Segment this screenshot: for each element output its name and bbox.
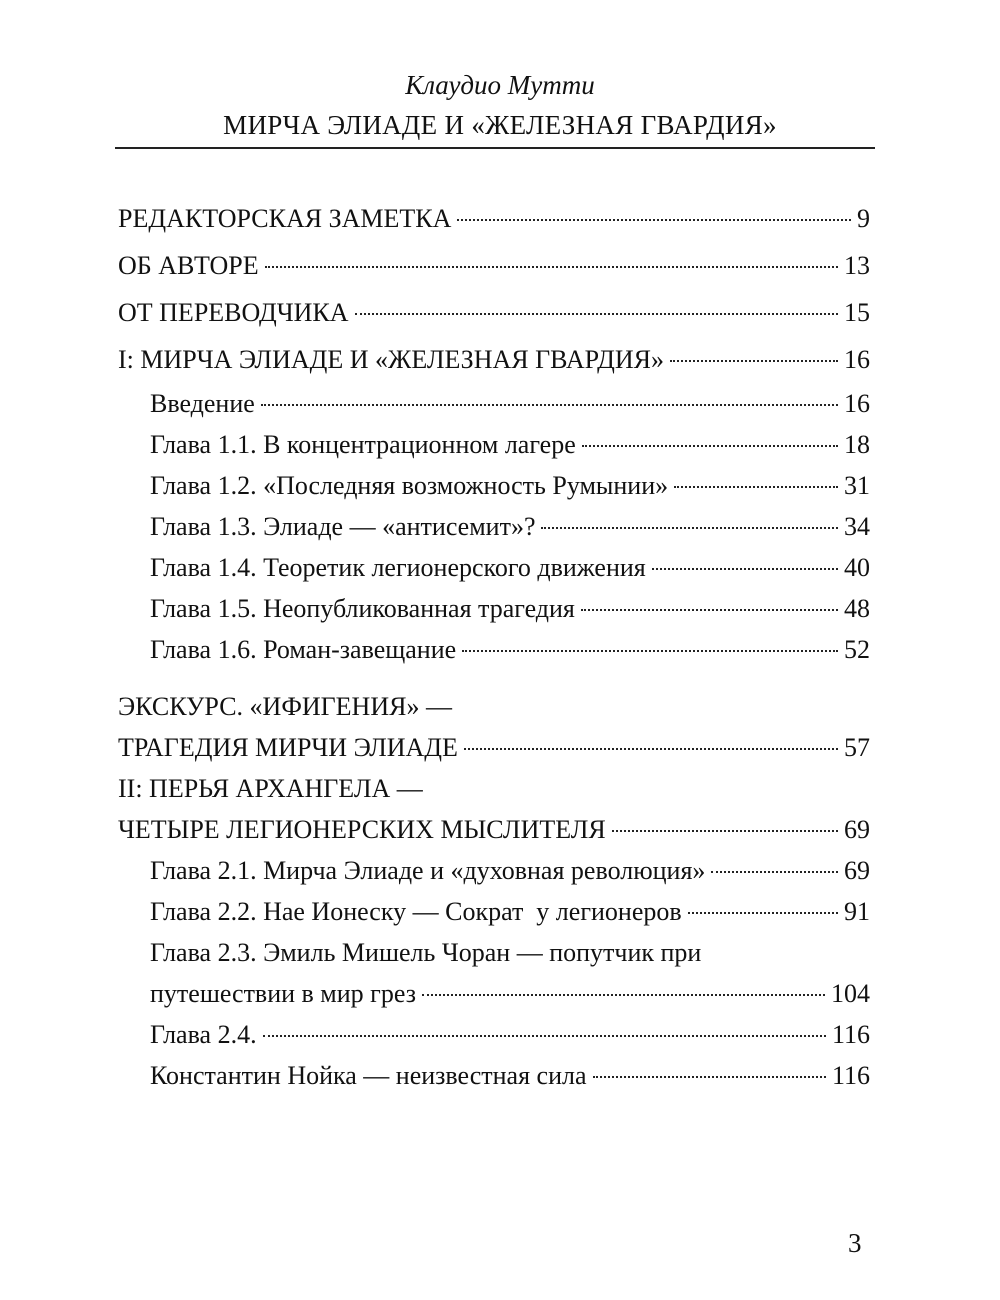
toc-entry-page: 69 [844,815,870,844]
toc-entry-chapter-1-3 [118,506,870,547]
toc-entry-page: 116 [831,1020,870,1049]
toc-entry-chapter-2-4 [118,1014,870,1055]
toc-entry-title: Глава 1.4. Теоретик легионерского движения [150,553,646,582]
toc-entry-chapter-1-4 [118,547,870,588]
dot-leader [457,219,851,221]
toc-entry-title: Глава 1.1. В концентрационном лагере [150,430,576,459]
dot-leader [263,1035,826,1037]
dot-leader [265,266,838,268]
toc-entry-title: Глава 1.5. Неопубликованная трагедия [150,594,575,623]
toc-entry-excursus-line2 [118,727,870,768]
toc-entry-title: Глава 2.2. Нае Ионеску — Сократ у легионеров [150,897,682,926]
toc-entry-chapter-2-3-line1 [118,932,870,973]
toc-entry-page: 16 [844,345,870,374]
toc-entry-title: II: ПЕРЬЯ АРХАНГЕЛА — [118,774,423,803]
toc-entry-title: Константин Нойка — неизвестная сила [150,1061,587,1090]
toc-entry-page: 40 [844,553,870,582]
toc-entry-page: 91 [844,897,870,926]
toc-entry-page: 9 [857,204,870,233]
toc-entry-chapter-2-3-line2 [118,973,870,1014]
dot-leader [582,445,838,447]
dot-leader [355,313,838,315]
toc-entry-title: Глава 1.3. Элиаде — «антисемит»? [150,512,536,541]
toc-entry-chapter-1-6 [118,629,870,670]
toc-entry-page: 34 [844,512,870,541]
toc-entry-about-author [118,242,870,289]
toc-entry-page: 18 [844,430,870,459]
toc-entry-title: Глава 1.2. «Последняя возможность Румынии» [150,471,669,500]
dot-leader [652,568,838,570]
dot-leader [674,486,838,488]
toc-entry-page: 48 [844,594,870,623]
toc-entry-editorial-note [118,195,870,242]
toc-entry-title: путешествии в мир грез [150,979,416,1008]
toc-entry-chapter-2-1 [118,850,870,891]
toc-entry-part2-line1 [118,768,870,809]
toc-entry-part1 [118,336,870,383]
page-number: 3 [848,1228,862,1258]
toc-entry-chapter-1-5 [118,588,870,629]
toc-entry-title: Глава 2.1. Мирча Элиаде и «духовная революция» [150,856,706,885]
dot-leader [688,912,838,914]
toc-entry-page: 13 [844,251,870,280]
toc-entry-part2-line2 [118,809,870,850]
toc-entry-chapter-1-1 [118,424,870,465]
toc-entry-chapter-2-4-title [118,1055,870,1096]
toc-entry-page: 57 [844,733,870,762]
dot-leader [711,871,838,873]
toc-entry-translator [118,289,870,336]
toc-entry-title: ЭКСКУРС. «ИФИГЕНИЯ» — [118,692,452,721]
toc-entry-excursus-line1 [118,686,870,727]
running-header-title: МИРЧА ЭЛИАДЕ И «ЖЕЛЕЗНАЯ ГВАРДИЯ» [223,110,777,140]
toc-entry-introduction [118,383,870,424]
dot-leader [261,404,838,406]
toc-entry-title: ТРАГЕДИЯ МИРЧИ ЭЛИАДЕ [118,733,458,762]
dot-leader [670,360,838,362]
dot-leader [422,994,825,996]
toc-entry-title: Глава 2.3. Эмиль Мишель Чоран — попутчик при [150,938,702,967]
dot-leader [593,1076,826,1078]
header-rule [115,147,875,149]
toc-entry-page: 15 [844,298,870,327]
toc-entry-title: Введение [150,389,255,418]
toc-entry-chapter-2-2 [118,891,870,932]
toc-entry-page: 104 [831,979,870,1008]
dot-leader [581,609,838,611]
dot-leader [462,650,838,652]
table-of-contents [118,195,870,1096]
toc-entry-page: 69 [844,856,870,885]
toc-entry-page: 52 [844,635,870,664]
toc-entry-page: 116 [831,1061,870,1090]
toc-entry-title: I: МИРЧА ЭЛИАДЕ И «ЖЕЛЕЗНАЯ ГВАРДИЯ» [118,345,664,374]
toc-entry-chapter-1-2 [118,465,870,506]
toc-entry-page: 16 [844,389,870,418]
toc-entry-title: Глава 2.4. [150,1020,257,1049]
toc-entry-page: 31 [844,471,870,500]
toc-entry-title: ОБ АВТОРЕ [118,251,259,280]
toc-entry-title: ЧЕТЫРЕ ЛЕГИОНЕРСКИХ МЫСЛИТЕЛЯ [118,815,606,844]
toc-entry-title: ОТ ПЕРЕВОДЧИКА [118,298,349,327]
toc-entry-title: РЕДАКТОРСКАЯ ЗАМЕТКА [118,204,452,233]
toc-entry-title: Глава 1.6. Роман-завещание [150,635,457,664]
dot-leader [464,748,838,750]
running-header-author: Клаудио Мутти [405,70,595,100]
dot-leader [612,830,838,832]
dot-leader [541,527,838,529]
